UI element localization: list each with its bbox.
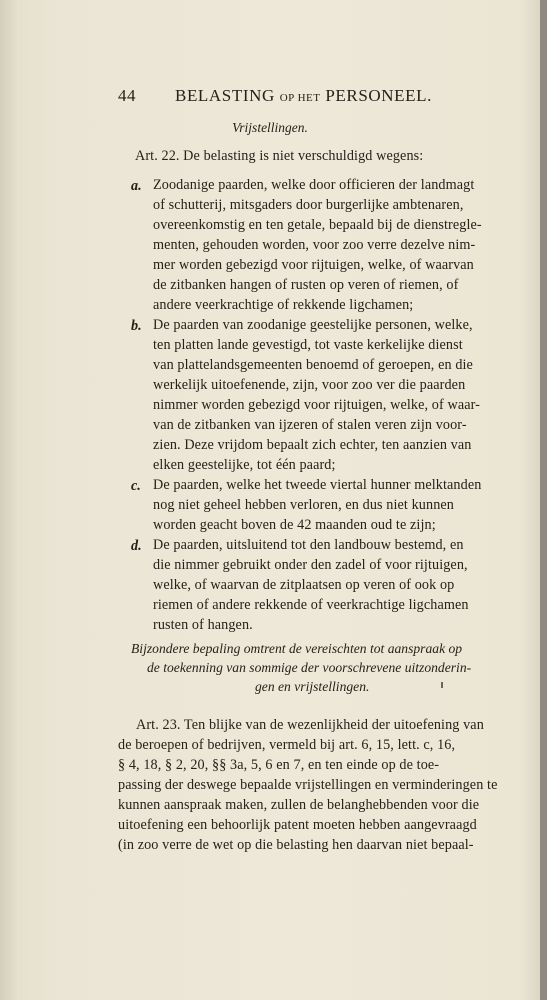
running-title-small: OP HET [279, 92, 321, 104]
item-a-line-1: Zoodanige paarden, welke door officieren der landmagt [153, 177, 475, 193]
ink-mark [441, 682, 443, 688]
item-c-line-2: nog niet geheel hebben verloren, en dus niet kunnen [153, 497, 454, 513]
special-heading-line-3: gen en vrijstellingen. [255, 679, 370, 694]
article-23-line-3: § 4, 18, § 2, 20, §§ 3a, 5, 6 en 7, en ten einde op de toe- [118, 757, 440, 773]
item-d-line-1: De paarden, uitsluitend tot den landbouw bestemd, en [153, 537, 464, 553]
article-22-intro: Art. 22. De belasting is niet verschuldigd wegens: [135, 148, 424, 164]
item-b-line-7: zien. Deze vrijdom bepaalt zich echter, ten aanzien van [153, 437, 472, 453]
item-d-line-3: welke, of waarvan de zitplaatsen op veren of ook op [153, 577, 455, 593]
item-d-line-2: die nimmer gebruikt onder den zadel of voor rijtuigen, [153, 557, 468, 573]
item-a-line-7: andere veerkrachtige of rekkende ligchamen; [153, 297, 414, 313]
item-a-line-3: overeenkomstig en ten getale, bepaald bij de dienstregle- [153, 217, 482, 233]
item-c-line-1: De paarden, welke het tweede viertal hunner melktanden [153, 477, 482, 493]
article-23-line-2: de beroepen of bedrijven, vermeld bij art. 6, 15, lett. c, 16, [118, 737, 456, 753]
article-23-line-4: passing der deswege bepaalde vrijstellingen en verminderingen te [118, 777, 498, 793]
article-23-line-1: Art. 23. Ten blijke van de wezenlijkheid der uitoefening van [136, 717, 484, 733]
item-b-line-3: van plattelandsgemeenten benoemd of geroepen, en die [153, 357, 473, 373]
item-a-line-4: menten, gehouden worden, voor zoo verre dezelve nim- [153, 237, 476, 253]
item-b-line-8: elken geestelijke, tot één paard; [153, 457, 336, 473]
item-c-marker: c. [131, 478, 141, 494]
page-edge [540, 0, 547, 1000]
item-b-line-2: ten platten lande gevestigd, tot vaste kerkelijke dienst [153, 337, 463, 353]
article-23-line-6: uitoefening een behoorlijk patent moeten hebben aangevraagd [118, 817, 477, 833]
item-d-marker: d. [131, 538, 142, 554]
article-23-line-5: kunnen aanspraak maken, zullen de belanghebbenden voor die [118, 797, 480, 813]
running-title-part2: PERSONEEL. [325, 86, 432, 105]
item-d-line-5: rusten of hangen. [153, 617, 253, 633]
item-a-marker: a. [131, 178, 142, 194]
article-23-line-7: (in zoo verre de wet op die belasting hen daarvan niet bepaal- [118, 837, 474, 853]
item-a-line-2: of schutterij, mitsgaders door burgerlijke ambtenaren, [153, 197, 464, 213]
running-title-part1: BELASTING [175, 86, 275, 105]
item-c-line-3: worden geacht boven de 42 maanden oud te zijn; [153, 517, 436, 533]
item-b-line-6: van de zitbanken van ijzeren of stalen veren zijn voor- [153, 417, 467, 433]
special-heading-line-1: Bijzondere bepaling omtrent de vereischten tot aanspraak op [131, 641, 463, 656]
item-a-line-6: de zitbanken hangen of rusten op veren of riemen, of [153, 277, 459, 293]
item-d-line-4: riemen of andere rekkende of veerkrachtige ligchamen [153, 597, 469, 613]
item-a-line-5: mer worden gebezigd voor rijtuigen, welke, of waarvan [153, 257, 474, 273]
item-b-line-1: De paarden van zoodanige geestelijke personen, welke, [153, 317, 473, 333]
section-heading: Vrijstellingen. [232, 120, 308, 135]
special-heading-line-2: de toekenning van sommige der voorschrevene uitzonderin- [147, 660, 472, 675]
running-title [175, 86, 432, 106]
item-b-line-4: werkelijk uitoefenende, zijn, voor zoo ver die paarden [153, 377, 466, 393]
item-b-marker: b. [131, 318, 142, 334]
page-number: 44 [118, 86, 136, 105]
item-b-line-5: nimmer worden gebezigd voor rijtuigen, welke, of waar- [153, 397, 480, 413]
running-header [118, 86, 448, 110]
